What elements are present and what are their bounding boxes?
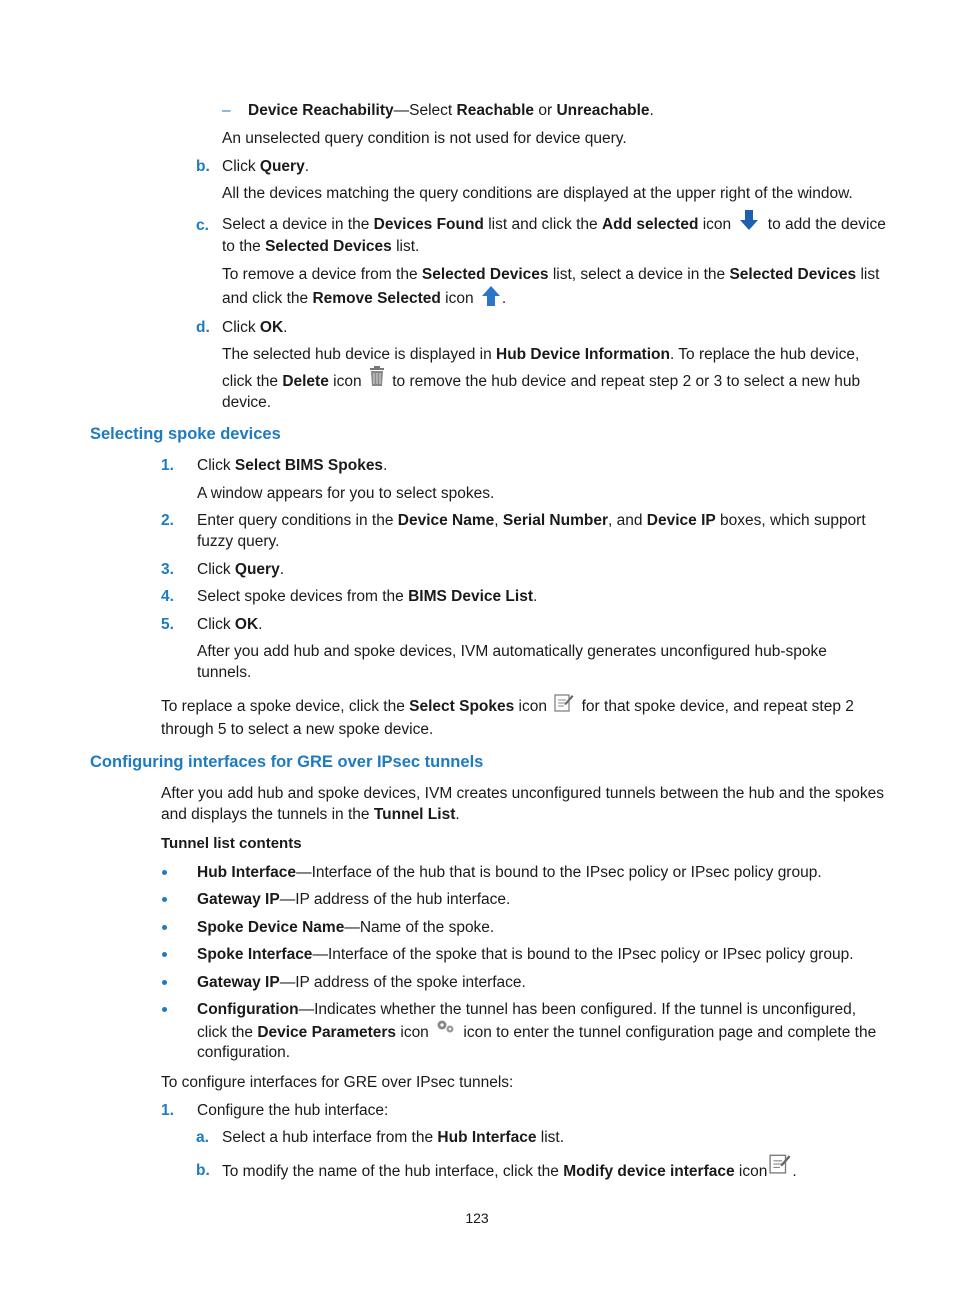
paragraph: An unselected query condition is not used for device query. bbox=[222, 130, 627, 147]
step-text: Configure the hub interface: bbox=[197, 1102, 389, 1119]
bullet-icon bbox=[162, 870, 167, 875]
step-number: 4. bbox=[161, 588, 174, 605]
paragraph: and click the Remove Selected icon . bbox=[222, 283, 506, 319]
dash-marker: – bbox=[222, 102, 231, 119]
list-item: Hub Interface—Interface of the hub that is bound to the IPsec policy or IPsec policy group. bbox=[197, 864, 822, 881]
paragraph: To replace a spoke device, click the Select Spokes icon for that spoke device, and repeat step 2 bbox=[161, 692, 854, 723]
list-item-cont: configuration. bbox=[197, 1044, 291, 1061]
list-item: Gateway IP—IP address of the spoke interface. bbox=[197, 974, 526, 991]
list-item: Configuration—Indicates whether the tunnel has been configured. If the tunnel is unconfigured, bbox=[197, 1001, 857, 1018]
edit-icon bbox=[554, 692, 574, 723]
section-heading: Selecting spoke devices bbox=[90, 425, 281, 443]
step-text: Select a device in the Devices Found list and click the Add selected icon to add the device bbox=[222, 209, 886, 243]
paragraph: After you add hub and spoke devices, IVM creates unconfigured tunnels between the hub and the spokes bbox=[161, 785, 884, 802]
step-text: Click Query. bbox=[222, 158, 310, 175]
list-item: Spoke Device Name—Name of the spoke. bbox=[197, 919, 495, 936]
arrow-down-icon bbox=[738, 209, 760, 243]
step-text: Select spoke devices from the BIMS Device List. bbox=[197, 588, 538, 605]
paragraph: click the Delete icon to remove the hub device and repeat step 2 or 3 to select a new hub bbox=[222, 366, 860, 397]
paragraph: The selected hub device is displayed in Hub Device Information. To replace the hub device, bbox=[222, 346, 860, 363]
step-text: Click OK. bbox=[222, 319, 288, 336]
list-item: Spoke Interface—Interface of the spoke that is bound to the IPsec policy or IPsec policy group. bbox=[197, 946, 854, 963]
paragraph: A window appears for you to select spokes. bbox=[197, 485, 495, 502]
paragraph: tunnels. bbox=[197, 664, 252, 681]
bullet-icon bbox=[162, 925, 167, 930]
step-number: 5. bbox=[161, 616, 174, 633]
step-marker: b. bbox=[196, 158, 210, 175]
paragraph: To remove a device from the Selected Devices list, select a device in the Selected Devices list bbox=[222, 266, 880, 283]
trash-icon bbox=[369, 366, 385, 397]
bullet-icon bbox=[162, 897, 167, 902]
gears-icon bbox=[436, 1018, 456, 1044]
step-number: 1. bbox=[161, 1102, 174, 1119]
term: Device Reachability bbox=[248, 102, 394, 119]
step-number: 2. bbox=[161, 512, 174, 529]
step-marker: b. bbox=[196, 1162, 210, 1179]
step-text: to the Selected Devices list. bbox=[222, 238, 420, 255]
paragraph: All the devices matching the query conditions are displayed at the upper right of the window. bbox=[222, 185, 853, 202]
step-text: Select a hub interface from the Hub Interface list. bbox=[222, 1129, 565, 1146]
bullet-icon bbox=[162, 1007, 167, 1012]
step-number: 3. bbox=[161, 561, 174, 578]
page-number: 123 bbox=[465, 1210, 489, 1226]
edit-icon bbox=[769, 1152, 791, 1187]
step-number: 1. bbox=[161, 457, 174, 474]
paragraph: and displays the tunnels in the Tunnel List. bbox=[161, 806, 460, 823]
list-item-cont: click the Device Parameters icon icon to enter the tunnel configuration page and complete the bbox=[197, 1018, 876, 1046]
step-marker: c. bbox=[196, 217, 209, 234]
paragraph: device. bbox=[222, 394, 272, 411]
step-text: Click Select BIMS Spokes. bbox=[197, 457, 388, 474]
arrow-up-icon bbox=[480, 285, 502, 319]
paragraph: through 5 to select a new spoke device. bbox=[161, 721, 434, 738]
step-text: Enter query conditions in the Device Name, Serial Number, and Device IP boxes, which support bbox=[197, 512, 866, 529]
bullet-icon bbox=[162, 980, 167, 985]
list-item: Gateway IP—IP address of the hub interface. bbox=[197, 891, 511, 908]
step-marker: d. bbox=[196, 319, 210, 336]
paragraph: To configure interfaces for GRE over IPsec tunnels: bbox=[161, 1074, 514, 1091]
step-text: To modify the name of the hub interface, click the Modify device interface icon . bbox=[222, 1152, 797, 1189]
bullet-icon bbox=[162, 952, 167, 957]
step-marker: a. bbox=[196, 1129, 209, 1146]
step-text: Click Query. bbox=[197, 561, 285, 578]
list-heading: Tunnel list contents bbox=[161, 835, 302, 852]
step-text: Click OK. bbox=[197, 616, 263, 633]
step-text: fuzzy query. bbox=[197, 533, 280, 550]
paragraph: After you add hub and spoke devices, IVM automatically generates unconfigured hub-spoke bbox=[197, 643, 827, 660]
section-heading: Configuring interfaces for GRE over IPsec tunnels bbox=[90, 753, 484, 771]
